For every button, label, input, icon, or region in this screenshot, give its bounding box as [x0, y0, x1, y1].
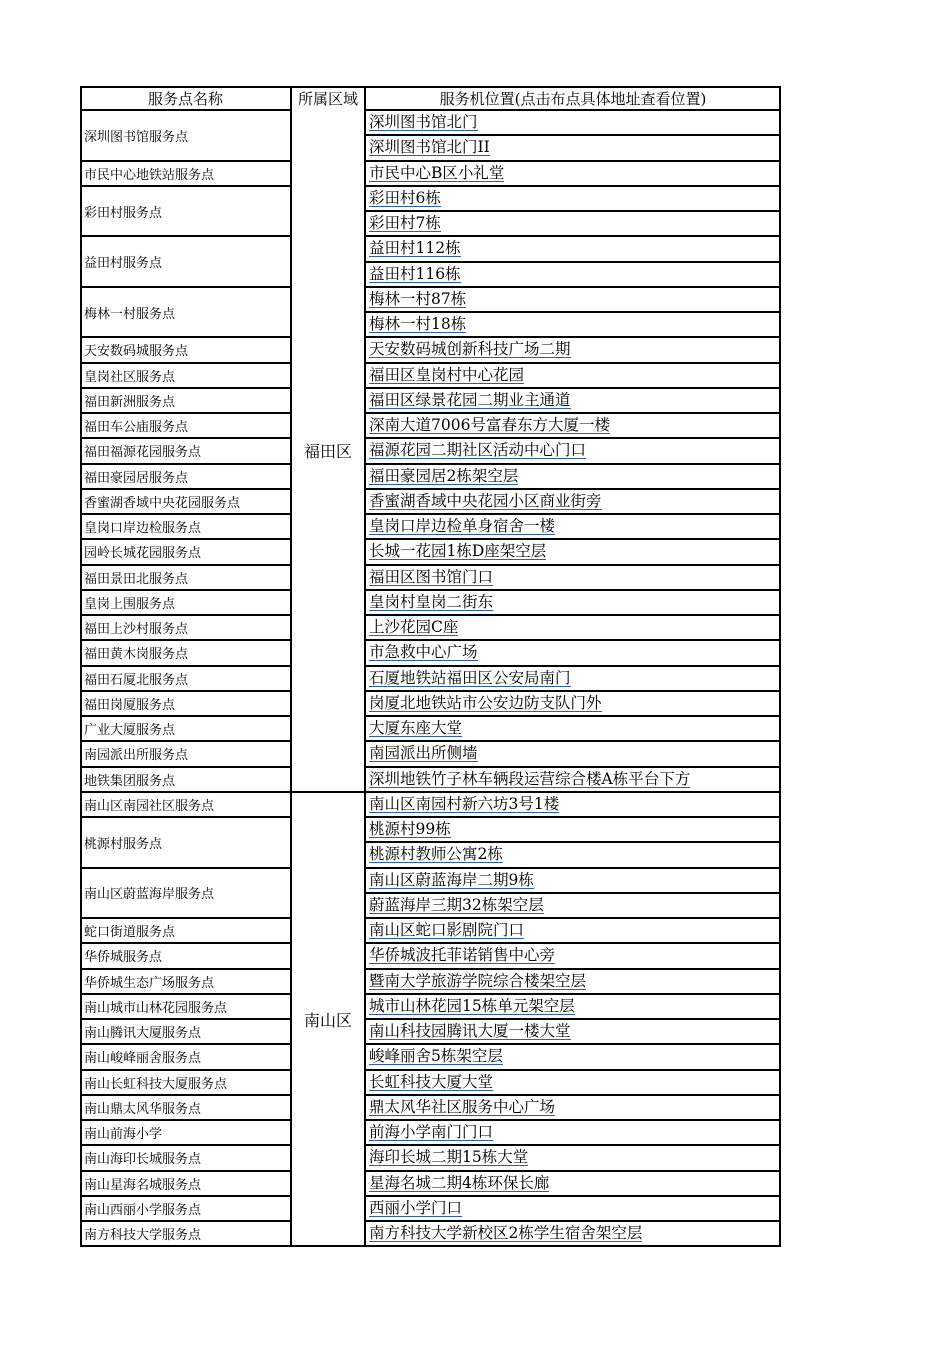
service-point-name: 皇岗社区服务点	[84, 369, 176, 385]
location-link[interactable]: 彩田村6栋	[369, 188, 441, 207]
location-link[interactable]: 暨南大学旅游学院综合楼架空层	[369, 971, 587, 990]
service-point-name: 福田石厦北服务点	[84, 672, 189, 688]
location-cell	[365, 464, 781, 489]
location-link[interactable]: 西丽小学门口	[369, 1198, 463, 1217]
service-point-name: 皇岗口岸边检服务点	[84, 521, 202, 537]
service-point-name: 南山前海小学	[84, 1127, 163, 1143]
location-cell	[365, 413, 781, 438]
service-point-name: 桃源村服务点	[84, 836, 163, 852]
service-point-name: 南山西丽小学服务点	[84, 1202, 202, 1218]
column-divider-2	[364, 86, 366, 1246]
location-cell	[365, 1196, 781, 1221]
location-link[interactable]: 深南大道7006号富春东方大厦一楼	[369, 416, 610, 435]
service-point-name: 福田新洲服务点	[84, 394, 176, 410]
location-cell	[365, 842, 781, 867]
location-cell	[365, 1095, 781, 1120]
district-divider	[291, 1245, 365, 1247]
location-cell	[365, 565, 781, 590]
location-link[interactable]: 海印长城二期15栋大堂	[369, 1148, 529, 1167]
name-row-divider	[80, 1245, 291, 1247]
table-border-top	[80, 86, 781, 88]
location-link[interactable]: 益田村116栋	[369, 264, 461, 283]
location-cell	[365, 969, 781, 994]
location-link[interactable]: 大厦东座大堂	[369, 719, 463, 738]
service-point-name: 南山峻峰丽舍服务点	[84, 1051, 202, 1067]
service-point-name: 福田上沙村服务点	[84, 622, 189, 638]
location-link[interactable]: 华侨城波托菲诺销售中心旁	[369, 946, 556, 965]
service-point-name: 南园派出所服务点	[84, 748, 189, 764]
location-cell	[365, 868, 781, 893]
location-cell	[365, 741, 781, 766]
location-link[interactable]: 南山科技园腾讯大厦一楼大堂	[369, 1022, 571, 1041]
location-link[interactable]: 长城一花园1栋D座架空层	[369, 542, 547, 561]
location-cell	[365, 438, 781, 463]
service-point-name: 市民中心地铁站服务点	[84, 167, 215, 183]
service-point-name: 皇岗上围服务点	[84, 596, 176, 612]
location-link[interactable]: 石厦地铁站福田区公安局南门	[369, 668, 571, 687]
location-link[interactable]: 福源花园二期社区活动中心门口	[369, 441, 587, 460]
location-link[interactable]: 桃源村教师公寓2栋	[369, 845, 503, 864]
location-link[interactable]: 南山区蛇口影剧院门口	[369, 921, 525, 940]
location-cell	[365, 262, 781, 287]
location-link[interactable]: 桃源村99栋	[369, 820, 451, 839]
location-cell	[365, 615, 781, 640]
location-cell	[365, 489, 781, 514]
location-cell	[365, 943, 781, 968]
location-cell	[365, 1019, 781, 1044]
header-location: 服务机位置(点击布点具体地址查看位置)	[439, 89, 707, 108]
location-cell	[365, 1145, 781, 1170]
service-point-name: 南山城市山林花园服务点	[84, 1000, 228, 1016]
service-point-name: 南方科技大学服务点	[84, 1228, 202, 1244]
location-cell	[365, 666, 781, 691]
location-link[interactable]: 城市山林花园15栋单元架空层	[369, 996, 575, 1015]
district-cell: 福田区	[303, 442, 352, 462]
location-link[interactable]: 香蜜湖香域中央花园小区商业街旁	[369, 491, 602, 510]
service-point-name: 香蜜湖香域中央花园服务点	[84, 495, 241, 511]
location-link[interactable]: 南方科技大学新校区2栋学生宿舍架空层	[369, 1224, 643, 1243]
location-cell	[365, 994, 781, 1019]
service-point-name: 南山星海名城服务点	[84, 1177, 202, 1193]
location-cell	[365, 312, 781, 337]
location-cell	[365, 337, 781, 362]
location-link[interactable]: 福田豪园居2栋架空层	[369, 466, 519, 485]
service-point-name: 福田岗厦服务点	[84, 697, 176, 713]
location-link[interactable]: 梅林一村87栋	[369, 289, 467, 308]
service-point-name: 天安数码城服务点	[84, 344, 189, 360]
location-cell	[365, 539, 781, 564]
location-cell	[365, 1120, 781, 1145]
location-link[interactable]: 深圳图书馆北门II	[369, 138, 490, 157]
service-point-name: 福田景田北服务点	[84, 571, 189, 587]
location-cell	[365, 514, 781, 539]
location-cell	[365, 817, 781, 842]
location-link[interactable]: 星海名城二期4栋环保长廊	[369, 1173, 550, 1192]
location-link[interactable]: 福田区绿景花园二期业主通道	[369, 390, 571, 409]
location-link[interactable]: 蔚蓝海岸三期32栋架空层	[369, 895, 544, 914]
service-point-name: 广业大厦服务点	[84, 723, 176, 739]
location-cell	[365, 110, 781, 135]
location-link[interactable]: 长虹科技大厦大堂	[369, 1072, 494, 1091]
service-point-name: 华侨城生态广场服务点	[84, 975, 215, 991]
location-link[interactable]: 皇岗村皇岗二街东	[369, 592, 494, 611]
location-link[interactable]: 南山区蔚蓝海岸二期9栋	[369, 870, 534, 889]
location-cell	[365, 767, 781, 792]
location-link[interactable]: 益田村112栋	[369, 239, 461, 258]
service-point-name: 梅林一村服务点	[84, 306, 176, 322]
location-row-divider	[365, 1245, 781, 1247]
location-link[interactable]: 南园派出所侧墙	[369, 744, 478, 763]
service-point-name: 深圳图书馆服务点	[84, 129, 189, 145]
location-cell	[365, 363, 781, 388]
service-point-name: 彩田村服务点	[84, 205, 163, 221]
location-link[interactable]: 岗厦北地铁站市公安边防支队门外	[369, 693, 602, 712]
service-point-name: 福田福源花园服务点	[84, 445, 202, 461]
header-district-text: 所属区域	[298, 90, 359, 108]
location-cell	[365, 1070, 781, 1095]
location-link[interactable]: 福田区图书馆门口	[369, 567, 494, 586]
location-cell	[365, 287, 781, 312]
location-cell	[365, 388, 781, 413]
location-link[interactable]: 彩田村7栋	[369, 214, 441, 233]
table-border-left	[80, 86, 82, 1246]
location-cell	[365, 161, 781, 186]
location-cell	[365, 1221, 781, 1246]
location-cell	[365, 1044, 781, 1069]
service-point-name: 福田车公庙服务点	[84, 420, 189, 436]
location-link[interactable]: 福田区皇岗村中心花园	[369, 365, 525, 384]
location-link[interactable]: 市急救中心广场	[369, 643, 478, 662]
district-cell: 南山区	[303, 1010, 352, 1030]
service-point-name: 蛇口街道服务点	[84, 925, 176, 941]
location-link[interactable]: 深圳图书馆北门	[369, 113, 478, 132]
service-point-name: 益田村服务点	[84, 256, 163, 271]
service-point-name: 福田豪园居服务点	[84, 470, 189, 486]
location-cell	[365, 792, 781, 817]
service-point-name: 华侨城服务点	[84, 950, 163, 966]
location-cell	[365, 640, 781, 665]
location-cell	[365, 590, 781, 615]
location-cell	[365, 236, 781, 261]
service-point-name: 南山区蔚蓝海岸服务点	[84, 887, 215, 903]
service-point-name: 福田黄木岗服务点	[84, 647, 189, 663]
location-cell	[365, 211, 781, 236]
location-link[interactable]: 峻峰丽舍5栋架空层	[369, 1047, 503, 1066]
location-cell	[365, 186, 781, 211]
location-link[interactable]: 上沙花园C座	[369, 618, 459, 637]
table-border-right	[779, 86, 781, 1246]
location-link[interactable]: 市民中心B区小礼堂	[369, 163, 505, 182]
location-cell	[365, 918, 781, 943]
service-point-name: 园岭长城花园服务点	[84, 546, 202, 562]
location-link[interactable]: 南山区南园村新六坊3号1楼	[369, 794, 560, 813]
location-link[interactable]: 深圳地铁竹子林车辆段运营综合楼A栋平台下方	[369, 769, 691, 788]
header-service-point-name: 服务点名称	[147, 89, 223, 108]
service-point-name: 地铁集团服务点	[84, 773, 176, 789]
location-link[interactable]: 梅林一村18栋	[369, 315, 467, 334]
location-cell	[365, 893, 781, 918]
location-link[interactable]: 天安数码城创新科技广场二期	[369, 340, 571, 359]
location-cell	[365, 691, 781, 716]
location-link[interactable]: 皇岗口岸边检单身宿舍一楼	[369, 517, 556, 536]
location-link[interactable]: 鼎太风华社区服务中心广场	[369, 1097, 556, 1116]
location-cell	[365, 1171, 781, 1196]
service-point-name: 南山鼎太风华服务点	[84, 1101, 202, 1117]
location-cell	[365, 716, 781, 741]
service-point-table	[80, 86, 781, 1249]
column-divider-1	[290, 86, 292, 1246]
location-link[interactable]: 前海小学南门门口	[369, 1123, 494, 1142]
service-point-name: 南山长虹科技大厦服务点	[84, 1076, 228, 1092]
service-point-name: 南山腾讯大厦服务点	[84, 1026, 202, 1042]
service-point-name: 南山区南园社区服务点	[84, 798, 215, 814]
service-point-name: 南山海印长城服务点	[84, 1152, 202, 1168]
location-cell	[365, 135, 781, 160]
